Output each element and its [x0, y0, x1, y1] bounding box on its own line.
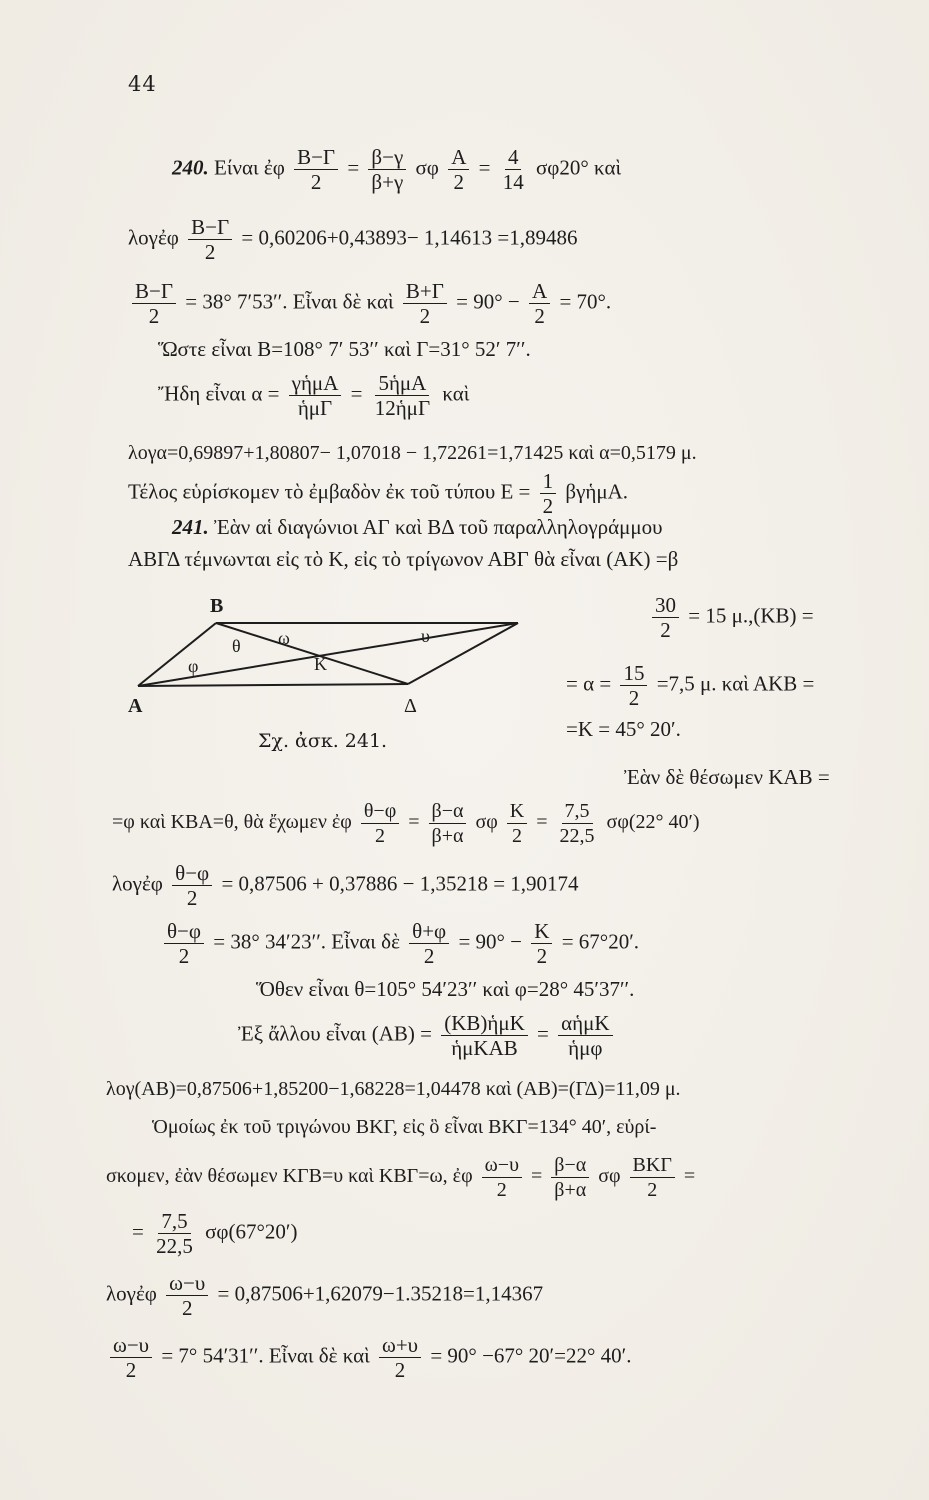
text: = 38° 34′23′′. Εἶναι δὲ [213, 929, 400, 954]
text: σφ [475, 811, 498, 834]
label-B: Β [210, 595, 224, 617]
label-upsilon: υ [421, 626, 430, 646]
fraction: $\frac{B-\Gamma}{2}$ [294, 146, 338, 193]
ex241-line-9 [238, 1012, 617, 1059]
text: = 70°. [559, 289, 612, 314]
text: = 7° 54′31′′. Εἶναι δὲ καὶ [161, 1343, 370, 1368]
side-AD [138, 684, 408, 686]
text: λογἐφ [128, 225, 179, 250]
equals: = [537, 1021, 549, 1046]
fraction: $\frac{\beta-\alpha}{\beta+\alpha}$ [551, 1154, 589, 1201]
ex241-right-4: Ἐὰν δὲ θέσωμεν ΚΑΒ = [624, 765, 830, 789]
fraction: $\frac{\theta-\varphi}{2}$ [172, 862, 212, 909]
equals: = [350, 381, 363, 406]
fraction: $\frac{K}{2}$ [507, 800, 527, 847]
ex241-line-10: λογ(ΑΒ)=0,87506+1,85200−1,68228=1,04478 καὶ (ΑΒ)=(ΓΔ)=11,09 μ. [106, 1078, 681, 1100]
label-K: Κ [314, 654, 327, 674]
text: = 67°20′. [561, 929, 640, 954]
ex240-line-3 [128, 280, 611, 327]
text: σφ [415, 155, 439, 180]
label-omega: ω [278, 628, 290, 648]
fraction: γἡμΑ ἡμΓ [289, 372, 342, 419]
figure-caption: Σχ. ἀσκ. 241. [258, 730, 388, 752]
page-number: 44 [128, 72, 157, 96]
ex241-line-6 [112, 862, 579, 909]
fraction: $\frac{\omega-\upsilon}{2}$ [482, 1154, 522, 1201]
ex241-line-13 [132, 1210, 298, 1257]
fraction: $\frac{A}{2}$ [448, 146, 469, 193]
parallelogram-figure [128, 590, 528, 740]
label-D: Δ [404, 695, 417, 717]
ex241-line-7 [160, 920, 639, 967]
ex241-line-8: Ὅθεν εἶναι θ=105° 54′23′′ καὶ φ=28° 45′37′′. [256, 977, 635, 1001]
text: σφ(67°20′) [205, 1219, 298, 1244]
fraction: $\frac{\omega+\upsilon}{2}$ [379, 1334, 421, 1381]
text: βγἡμΑ. [565, 479, 629, 504]
ex240-line-6: λογα=0,69897+1,80807− 1,07018 − 1,72261=1,71425 καὶ α=0,5179 μ. [128, 442, 697, 464]
ex241-line-2: ΑΒΓΔ τέμνωνται εἰς τὸ Κ, εἰς τὸ τρίγωνον ΑΒΓ θὰ εἶναι (ΑΚ) =β [128, 547, 679, 571]
fraction: $\frac{\omega-\upsilon}{2}$ [166, 1272, 208, 1319]
label-phi: φ [188, 656, 199, 676]
fraction: 5ἡμΑ 12ἡμΓ [374, 371, 431, 420]
text: = 15 μ.,(ΚΒ) = [688, 603, 814, 628]
fraction: $\frac{1}{2}$ [540, 470, 557, 517]
ex241-line-14 [106, 1272, 543, 1319]
fraction: $\frac{\beta-\gamma}{\beta+\gamma}$ [368, 146, 406, 193]
label-A: Α [128, 695, 143, 717]
text: = 0,87506 + 0,37886 − 1,35218 = 1,90174 [221, 871, 579, 896]
ex241-line-12 [106, 1154, 695, 1201]
exercise-number: 241. [172, 515, 209, 539]
exercise-number: 240. [172, 155, 209, 180]
text: λογἐφ [106, 1281, 157, 1306]
text: =7,5 μ. καὶ ΑΚΒ = [656, 671, 815, 696]
fraction: ΒΚΓ 2 [630, 1154, 675, 1201]
equals: = [132, 1219, 144, 1244]
fraction: $\frac{\theta-\varphi}{2}$ [164, 920, 204, 967]
fraction: $\frac{\theta+\varphi}{2}$ [409, 920, 449, 967]
fraction: $\frac{\theta-\varphi}{2}$ [361, 800, 399, 847]
fraction: αἡμΚ ἡμφ [558, 1012, 612, 1059]
ex241-line-15 [106, 1334, 632, 1381]
text: σφ [598, 1165, 621, 1188]
fraction: $\frac{A}{2}$ [529, 280, 550, 327]
text: = 90° −67° 20′=22° 40′. [430, 1343, 632, 1368]
text: Ἤδη εἶναι α = [158, 381, 280, 406]
ex240-line-2 [128, 216, 578, 263]
ex240-line-1 [172, 146, 621, 193]
ex241-line-1 [172, 514, 663, 540]
ex241-line-11: Ὁμοίως ἐκ τοῦ τριγώνου ΒΚΓ, εἰς ὃ εἶναι ΒΚΓ=134° 40′, εὑρί- [152, 1116, 657, 1138]
text: = 38° 7′53′′. Εἶναι δὲ καὶ [185, 289, 394, 314]
diagonal-BD [216, 623, 408, 684]
text: λογἐφ [112, 871, 163, 896]
text: = 0,60206+0,43893− 1,14613 =1,89486 [241, 225, 578, 250]
ex241-right-2 [566, 662, 814, 709]
equals: = [536, 811, 548, 834]
equals: = [408, 811, 420, 834]
ex241-right-3: =K = 45° 20′. [566, 717, 681, 741]
text: Είναι ἐφ [214, 155, 285, 180]
text: = 90° − [456, 289, 520, 314]
fraction: $\frac{B-\Gamma}{2}$ [132, 280, 176, 327]
equals: = [683, 1165, 696, 1188]
text: σφ20° καὶ [535, 155, 622, 180]
text: Ἐξ ἄλλου εἶναι (ΑΒ) = [238, 1021, 432, 1046]
ex240-line-7 [128, 470, 628, 517]
text: καὶ [442, 381, 470, 406]
fraction: $\frac{\omega-\upsilon}{2}$ [110, 1334, 152, 1381]
equals: = [347, 155, 360, 180]
fraction: $\frac{K}{2}$ [531, 920, 552, 967]
text: = α = [566, 671, 612, 696]
label-theta: θ [232, 636, 241, 656]
ex240-line-4: Ὥστε εἶναι Β=108° 7′ 53′′ καὶ Γ=31° 52′ 7′′. [158, 337, 531, 361]
fraction: (ΚΒ)ἡμΚ ἡμΚΑΒ [441, 1012, 528, 1059]
text: =φ καὶ ΚΒΑ=θ, θὰ ἔχωμεν ἐφ [112, 811, 352, 834]
fraction: $\frac{30}{2}$ [652, 594, 679, 641]
ex241-right-1 [648, 594, 814, 641]
fraction: $\frac{7,5}{22,5}$ [156, 1209, 193, 1258]
side-AB [138, 623, 216, 686]
text: = 90° − [458, 929, 523, 954]
fraction: $\frac{B+\Gamma}{2}$ [403, 280, 447, 327]
fraction: $\frac{\beta-\alpha}{\beta+\alpha}$ [429, 800, 467, 847]
text: σκομεν, ἐὰν θέσωμεν ΚΓΒ=υ καὶ ΚΒΓ=ω, ἐφ [106, 1165, 473, 1188]
ex240-line-5 [158, 372, 469, 419]
fraction: $\frac{7,5}{22,5}$ [559, 800, 595, 847]
ex241-line-5 [112, 800, 700, 847]
text: σφ(22° 40′) [606, 811, 700, 834]
equals: = [530, 1165, 543, 1188]
text: Ἐὰν αἱ διαγώνιοι ΑΓ καὶ ΒΔ τοῦ παραλληλογράμμου [214, 515, 663, 539]
fraction: $\frac{4}{14}$ [502, 145, 524, 194]
text: = 0,87506+1,62079−1.35218=1,14367 [217, 1281, 544, 1306]
fraction: $\frac{B-\Gamma}{2}$ [188, 216, 232, 263]
text: Τέλος εὑρίσκομεν τὸ ἐμβαδὸν ἐκ τοῦ τύπου Ε = [128, 479, 531, 504]
fraction: $\frac{15}{2}$ [620, 662, 647, 709]
equals: = [478, 155, 491, 180]
